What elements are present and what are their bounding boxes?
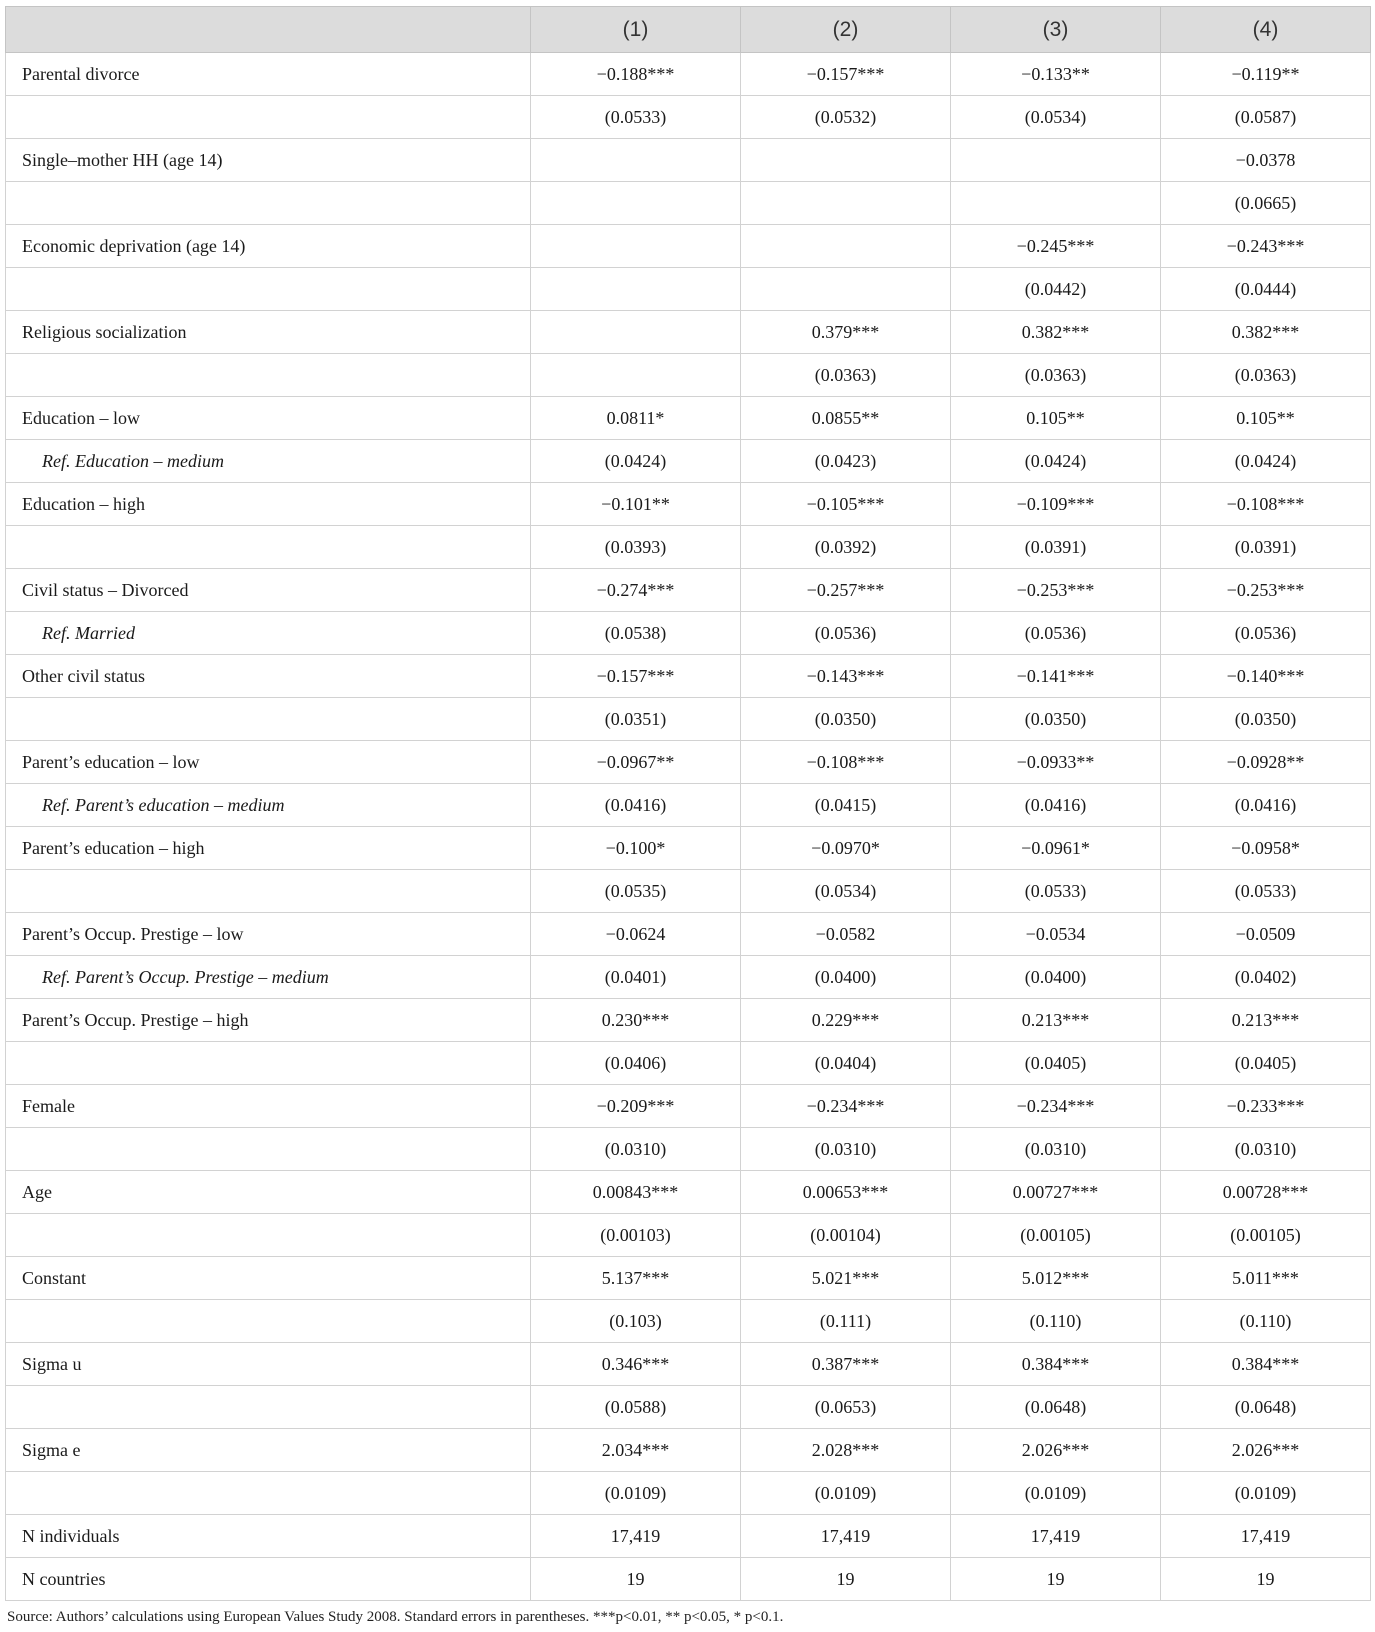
model-2-value-cell: (0.0653) [741,1386,951,1429]
model-1-value-cell [531,311,741,354]
model-1-value-cell: (0.0401) [531,956,741,999]
model-4-value-cell: (0.0405) [1161,1042,1371,1085]
variable-label [6,1472,531,1515]
model-4-value-cell: 2.026*** [1161,1429,1371,1472]
variable-label [6,1042,531,1085]
model-4-value-cell: (0.110) [1161,1300,1371,1343]
model-2-value-cell: (0.0310) [741,1128,951,1171]
variable-label: Sigma e [6,1429,531,1472]
model-4-value-cell: 0.105** [1161,397,1371,440]
table-row [6,96,1371,139]
model-3-value-cell: 5.012*** [951,1257,1161,1300]
model-3-value-cell: 0.105** [951,397,1161,440]
model-1-value-cell: −0.0967** [531,741,741,784]
model-1-value-cell: (0.0533) [531,96,741,139]
model-1-value-cell: 2.034*** [531,1429,741,1472]
model-3-value-cell: (0.0350) [951,698,1161,741]
table-row [6,1343,1371,1386]
variable-label [6,1300,531,1343]
model-3-value-cell: 2.026*** [951,1429,1161,1472]
model-1-value-cell: (0.0351) [531,698,741,741]
model-3-value-cell [951,182,1161,225]
table-row [6,139,1371,182]
reference-category-label: Ref. Parent’s education – medium [6,784,531,827]
variable-label: Education – low [6,397,531,440]
variable-label [6,182,531,225]
model-2-value-cell: −0.0582 [741,913,951,956]
model-4-value-cell: 0.213*** [1161,999,1371,1042]
variable-label: Parental divorce [6,53,531,96]
variable-label: N individuals [6,1515,531,1558]
model-1-value-cell: −0.209*** [531,1085,741,1128]
model-1-value-cell: 19 [531,1558,741,1601]
table-row [6,870,1371,913]
model-2-value-cell [741,182,951,225]
header-cell-label [6,7,531,53]
variable-label: Religious socialization [6,311,531,354]
regression-results-table [5,6,1371,1601]
variable-label: Parent’s Occup. Prestige – low [6,913,531,956]
model-2-value-cell: 5.021*** [741,1257,951,1300]
model-1-value-cell: −0.100* [531,827,741,870]
model-3-value-cell: (0.0533) [951,870,1161,913]
model-4-value-cell: 0.384*** [1161,1343,1371,1386]
model-2-value-cell: 2.028*** [741,1429,951,1472]
variable-label [6,96,531,139]
header-cell-model-3: (3) [951,7,1161,53]
model-4-value-cell: (0.0424) [1161,440,1371,483]
model-1-value-cell: (0.0310) [531,1128,741,1171]
model-3-value-cell: 0.213*** [951,999,1161,1042]
model-1-value-cell: −0.188*** [531,53,741,96]
variable-label: Constant [6,1257,531,1300]
table-row [6,1300,1371,1343]
table-row [6,1558,1371,1601]
model-1-value-cell: 17,419 [531,1515,741,1558]
variable-label: Parent’s education – high [6,827,531,870]
model-2-value-cell: (0.0404) [741,1042,951,1085]
variable-label: N countries [6,1558,531,1601]
model-1-value-cell: (0.0393) [531,526,741,569]
variable-label [6,870,531,913]
table-body [6,53,1371,1601]
model-4-value-cell: (0.0109) [1161,1472,1371,1515]
model-3-value-cell: 17,419 [951,1515,1161,1558]
model-2-value-cell: (0.0109) [741,1472,951,1515]
model-2-value-cell: 0.229*** [741,999,951,1042]
model-2-value-cell: (0.0423) [741,440,951,483]
model-4-value-cell: (0.0648) [1161,1386,1371,1429]
table-row [6,784,1371,827]
table-row [6,569,1371,612]
model-1-value-cell: (0.0406) [531,1042,741,1085]
table-row [6,655,1371,698]
model-4-value-cell: −0.119** [1161,53,1371,96]
model-4-value-cell: (0.0363) [1161,354,1371,397]
variable-label [6,698,531,741]
table-row [6,354,1371,397]
model-1-value-cell: (0.0109) [531,1472,741,1515]
model-4-value-cell: (0.0350) [1161,698,1371,741]
table-row [6,612,1371,655]
model-1-value-cell [531,139,741,182]
model-2-value-cell: 19 [741,1558,951,1601]
model-4-value-cell: (0.0587) [1161,96,1371,139]
variable-label: Sigma u [6,1343,531,1386]
model-3-value-cell: (0.0424) [951,440,1161,483]
header-cell-model-4: (4) [1161,7,1371,53]
model-2-value-cell: (0.111) [741,1300,951,1343]
model-1-value-cell: (0.00103) [531,1214,741,1257]
model-2-value-cell: −0.257*** [741,569,951,612]
model-1-value-cell: (0.0588) [531,1386,741,1429]
variable-label: Economic deprivation (age 14) [6,225,531,268]
table-row [6,526,1371,569]
table-row [6,1042,1371,1085]
table-row [6,956,1371,999]
model-4-value-cell: 5.011*** [1161,1257,1371,1300]
model-2-value-cell: −0.0970* [741,827,951,870]
model-3-value-cell: (0.0536) [951,612,1161,655]
model-2-value-cell: (0.0392) [741,526,951,569]
model-4-value-cell: (0.00105) [1161,1214,1371,1257]
model-3-value-cell: −0.0933** [951,741,1161,784]
table-row [6,1085,1371,1128]
model-1-value-cell: −0.157*** [531,655,741,698]
model-1-value-cell: 0.00843*** [531,1171,741,1214]
table-row [6,1171,1371,1214]
variable-label [6,268,531,311]
table-row [6,1214,1371,1257]
model-2-value-cell: (0.0363) [741,354,951,397]
model-3-value-cell: (0.0442) [951,268,1161,311]
model-3-value-cell: 0.382*** [951,311,1161,354]
variable-label [6,354,531,397]
variable-label: Parent’s Occup. Prestige – high [6,999,531,1042]
model-3-value-cell: (0.00105) [951,1214,1161,1257]
table-row [6,483,1371,526]
model-3-value-cell: (0.0363) [951,354,1161,397]
model-4-value-cell: −0.108*** [1161,483,1371,526]
model-2-value-cell: (0.0415) [741,784,951,827]
model-3-value-cell: −0.253*** [951,569,1161,612]
model-1-value-cell [531,225,741,268]
model-4-value-cell: −0.243*** [1161,225,1371,268]
model-3-value-cell: −0.133** [951,53,1161,96]
model-3-value-cell: 0.384*** [951,1343,1161,1386]
model-3-value-cell: −0.245*** [951,225,1161,268]
table-row [6,827,1371,870]
table-row [6,1128,1371,1171]
model-1-value-cell [531,354,741,397]
model-2-value-cell: −0.157*** [741,53,951,96]
model-4-value-cell: (0.0402) [1161,956,1371,999]
variable-label: Single–mother HH (age 14) [6,139,531,182]
model-3-value-cell: −0.0534 [951,913,1161,956]
table-row [6,225,1371,268]
variable-label [6,1128,531,1171]
model-4-value-cell: 19 [1161,1558,1371,1601]
model-1-value-cell: (0.0538) [531,612,741,655]
reference-category-label: Ref. Married [6,612,531,655]
table-row [6,741,1371,784]
model-2-value-cell: −0.143*** [741,655,951,698]
table-row [6,913,1371,956]
results-table-container [5,6,1370,1626]
model-3-value-cell: (0.0400) [951,956,1161,999]
model-3-value-cell: −0.109*** [951,483,1161,526]
table-row [6,999,1371,1042]
variable-label: Education – high [6,483,531,526]
model-2-value-cell: (0.0534) [741,870,951,913]
model-2-value-cell: 17,419 [741,1515,951,1558]
model-3-value-cell: (0.0416) [951,784,1161,827]
table-row [6,397,1371,440]
model-2-value-cell: 0.00653*** [741,1171,951,1214]
table-row [6,182,1371,225]
model-1-value-cell: −0.0624 [531,913,741,956]
reference-category-label: Ref. Education – medium [6,440,531,483]
table-row [6,268,1371,311]
model-1-value-cell: 0.0811* [531,397,741,440]
model-4-value-cell: −0.0958* [1161,827,1371,870]
model-4-value-cell: −0.0509 [1161,913,1371,956]
model-2-value-cell [741,268,951,311]
model-2-value-cell: −0.234*** [741,1085,951,1128]
header-cell-model-1: (1) [531,7,741,53]
model-1-value-cell: −0.101** [531,483,741,526]
model-4-value-cell: (0.0416) [1161,784,1371,827]
model-3-value-cell: (0.110) [951,1300,1161,1343]
model-3-value-cell: (0.0109) [951,1472,1161,1515]
table-row [6,1472,1371,1515]
model-1-value-cell: 0.346*** [531,1343,741,1386]
model-4-value-cell: −0.253*** [1161,569,1371,612]
model-1-value-cell: (0.103) [531,1300,741,1343]
model-1-value-cell [531,182,741,225]
table-footnote: Source: Authors’ calculations using European Values Study 2008. Standard errors in parentheses. ***p<0.01, ** p<0.05, * p<0.1. [7,1609,784,1625]
table-row [6,1429,1371,1472]
model-3-value-cell: (0.0534) [951,96,1161,139]
model-2-value-cell: −0.105*** [741,483,951,526]
model-1-value-cell: 5.137*** [531,1257,741,1300]
table-row [6,53,1371,96]
model-4-value-cell: 0.00728*** [1161,1171,1371,1214]
model-2-value-cell: (0.0536) [741,612,951,655]
model-4-value-cell: (0.0536) [1161,612,1371,655]
model-2-value-cell: (0.0532) [741,96,951,139]
model-4-value-cell: (0.0310) [1161,1128,1371,1171]
header-cell-model-2: (2) [741,7,951,53]
model-4-value-cell: 17,419 [1161,1515,1371,1558]
variable-label: Age [6,1171,531,1214]
table-row [6,698,1371,741]
model-3-value-cell: (0.0391) [951,526,1161,569]
variable-label: Parent’s education – low [6,741,531,784]
variable-label [6,1214,531,1257]
table-header-row [6,7,1371,53]
model-2-value-cell [741,139,951,182]
model-3-value-cell [951,139,1161,182]
variable-label: Other civil status [6,655,531,698]
model-4-value-cell: 0.382*** [1161,311,1371,354]
model-2-value-cell: 0.379*** [741,311,951,354]
reference-category-label: Ref. Parent’s Occup. Prestige – medium [6,956,531,999]
model-3-value-cell: (0.0648) [951,1386,1161,1429]
model-1-value-cell: (0.0424) [531,440,741,483]
model-4-value-cell: (0.0391) [1161,526,1371,569]
model-2-value-cell: (0.0400) [741,956,951,999]
model-2-value-cell: 0.0855** [741,397,951,440]
model-3-value-cell: 0.00727*** [951,1171,1161,1214]
model-1-value-cell: −0.274*** [531,569,741,612]
model-2-value-cell: (0.0350) [741,698,951,741]
table-row [6,440,1371,483]
model-3-value-cell: 19 [951,1558,1161,1601]
variable-label: Female [6,1085,531,1128]
model-4-value-cell: −0.0378 [1161,139,1371,182]
variable-label: Civil status – Divorced [6,569,531,612]
model-4-value-cell: (0.0533) [1161,870,1371,913]
model-4-value-cell: −0.0928** [1161,741,1371,784]
variable-label [6,526,531,569]
model-3-value-cell: (0.0310) [951,1128,1161,1171]
table-row [6,1515,1371,1558]
table-row [6,1386,1371,1429]
model-1-value-cell: (0.0416) [531,784,741,827]
model-3-value-cell: −0.234*** [951,1085,1161,1128]
model-3-value-cell: (0.0405) [951,1042,1161,1085]
model-1-value-cell: (0.0535) [531,870,741,913]
model-4-value-cell: −0.140*** [1161,655,1371,698]
model-2-value-cell [741,225,951,268]
model-2-value-cell: 0.387*** [741,1343,951,1386]
table-row [6,311,1371,354]
model-3-value-cell: −0.141*** [951,655,1161,698]
model-2-value-cell: (0.00104) [741,1214,951,1257]
model-4-value-cell: (0.0444) [1161,268,1371,311]
model-3-value-cell: −0.0961* [951,827,1161,870]
model-1-value-cell [531,268,741,311]
variable-label [6,1386,531,1429]
table-row [6,1257,1371,1300]
model-1-value-cell: 0.230*** [531,999,741,1042]
model-4-value-cell: (0.0665) [1161,182,1371,225]
model-2-value-cell: −0.108*** [741,741,951,784]
model-4-value-cell: −0.233*** [1161,1085,1371,1128]
